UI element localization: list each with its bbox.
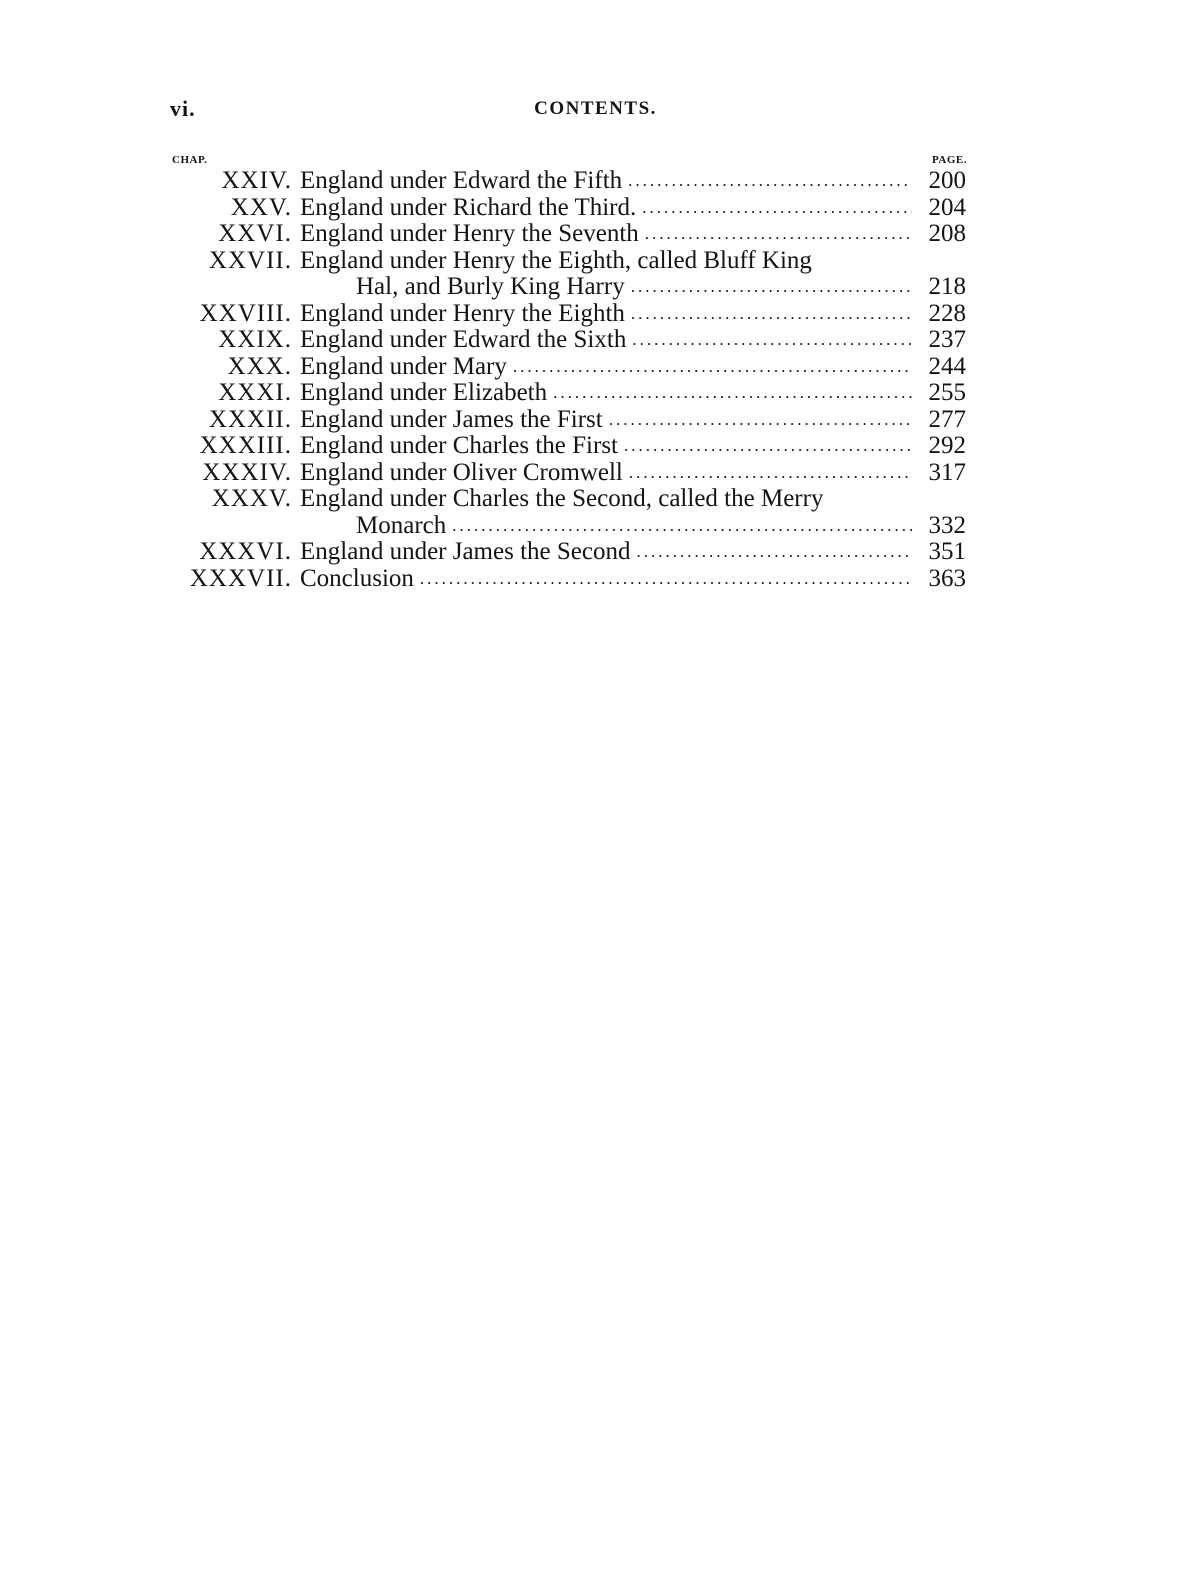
chapter-title xyxy=(300,248,912,275)
toc-entry xyxy=(170,168,970,195)
chapter-title xyxy=(300,195,912,222)
toc-entry xyxy=(170,195,970,222)
chapter-title-text: England under Oliver Cromwell xyxy=(300,459,623,486)
chapter-title-text: England under James the Second xyxy=(300,539,631,565)
table-of-contents xyxy=(170,168,970,592)
dot-leader xyxy=(624,433,912,460)
chapter-title-text: England under Mary xyxy=(300,353,507,380)
dot-leader xyxy=(513,354,912,381)
chapter-title xyxy=(356,513,912,540)
chapter-title xyxy=(300,433,912,460)
chapter-title xyxy=(300,168,912,195)
toc-entry xyxy=(170,486,970,513)
chapter-number: XXIX. xyxy=(218,326,292,353)
page-column-heading: PAGE. xyxy=(932,154,967,166)
chapter-title-text: England under James the First xyxy=(300,406,603,433)
toc-entry xyxy=(170,221,970,248)
chapter-title-text: Conclusion xyxy=(300,565,414,592)
page-ref: 351 xyxy=(928,538,966,565)
chapter-title xyxy=(300,327,912,354)
chapter-title xyxy=(300,566,912,593)
chapter-number: XXXI. xyxy=(218,379,292,406)
dot-leader xyxy=(629,460,912,487)
chapter-number: XXIV. xyxy=(221,167,292,194)
toc-entry xyxy=(170,248,970,275)
chapter-number: XXXVII. xyxy=(189,564,292,592)
chapter-title xyxy=(300,460,912,487)
chapter-number: XXVIII. xyxy=(199,299,292,327)
chapter-title-text: England under Henry the Eighth, called Bluff King xyxy=(300,247,812,274)
chapter-title xyxy=(300,380,912,407)
chapter-title-text: Monarch xyxy=(356,512,447,539)
page-ref: 292 xyxy=(928,432,966,459)
page-ref: 277 xyxy=(928,405,966,433)
chapter-title xyxy=(300,354,912,381)
chapter-number: XXXIV. xyxy=(202,458,292,486)
chapter-title-text: England under Henry the Seventh xyxy=(300,221,639,247)
chapter-title-text: Hal, and Burly King Harry xyxy=(356,274,625,300)
dot-leader xyxy=(631,274,912,301)
chapter-title xyxy=(300,486,912,513)
page-ref: 208 xyxy=(928,220,966,247)
toc-entry xyxy=(170,539,970,566)
chapter-title xyxy=(300,407,912,434)
chapter-title-text: England under Elizabeth xyxy=(300,380,548,406)
toc-entry xyxy=(170,460,970,487)
chapter-number: XXV. xyxy=(230,193,292,221)
column-headings xyxy=(170,154,970,168)
chapter-number: XXVII. xyxy=(208,246,292,274)
toc-entry-continuation xyxy=(170,274,970,301)
toc-entry xyxy=(170,566,970,593)
dot-leader xyxy=(609,407,912,434)
chapter-number: XXVI. xyxy=(218,220,292,247)
toc-entry xyxy=(170,407,970,434)
toc-entry xyxy=(170,433,970,460)
toc-entry xyxy=(170,301,970,328)
chapter-title-text: England under Henry the Eighth xyxy=(300,300,625,327)
dot-leader xyxy=(645,221,912,248)
chapter-number: XXXII. xyxy=(208,405,292,433)
chapter-title xyxy=(300,539,912,566)
dot-leader xyxy=(632,327,912,354)
page-ref: 244 xyxy=(928,352,966,380)
page-ref: 317 xyxy=(928,458,966,486)
chapter-title-text: England under Edward the Fifth xyxy=(300,168,623,194)
page-ref: 332 xyxy=(928,511,966,539)
toc-entry xyxy=(170,354,970,381)
chapter-title xyxy=(300,221,912,248)
dot-leader xyxy=(452,513,912,540)
running-head: CONTENTS. xyxy=(534,98,657,119)
page-ref: 363 xyxy=(928,564,966,592)
chapter-title-text: England under Charles the Second, called the Merry xyxy=(300,486,824,512)
chapter-number: XXXV. xyxy=(211,485,292,512)
dot-leader xyxy=(631,301,912,328)
chapter-title xyxy=(356,274,912,301)
page-ref: 237 xyxy=(928,326,966,353)
page-ref: 200 xyxy=(928,167,966,194)
chapter-number: XXXIII. xyxy=(199,432,292,459)
page-number: vi. xyxy=(170,96,196,121)
dot-leader xyxy=(642,195,912,222)
toc-entry-continuation xyxy=(170,513,970,540)
page-ref: 228 xyxy=(928,299,966,327)
page-ref: 204 xyxy=(928,193,966,221)
chapter-column-heading: CHAP. xyxy=(172,154,208,166)
dot-leader xyxy=(628,168,912,195)
chapter-number: XXXVI. xyxy=(199,538,292,565)
chapter-title-text: England under Charles the First xyxy=(300,433,618,459)
dot-leader xyxy=(636,539,912,566)
page-ref: 255 xyxy=(928,379,966,406)
chapter-title-text: England under Richard the Third. xyxy=(300,194,637,221)
page-ref: 218 xyxy=(928,273,966,300)
dot-leader xyxy=(553,380,912,407)
chapter-title-text: England under Edward the Sixth xyxy=(300,327,627,353)
dot-leader xyxy=(420,566,912,593)
toc-entry xyxy=(170,327,970,354)
chapter-number: XXX. xyxy=(227,352,292,380)
chapter-title xyxy=(300,301,912,328)
toc-entry xyxy=(170,380,970,407)
